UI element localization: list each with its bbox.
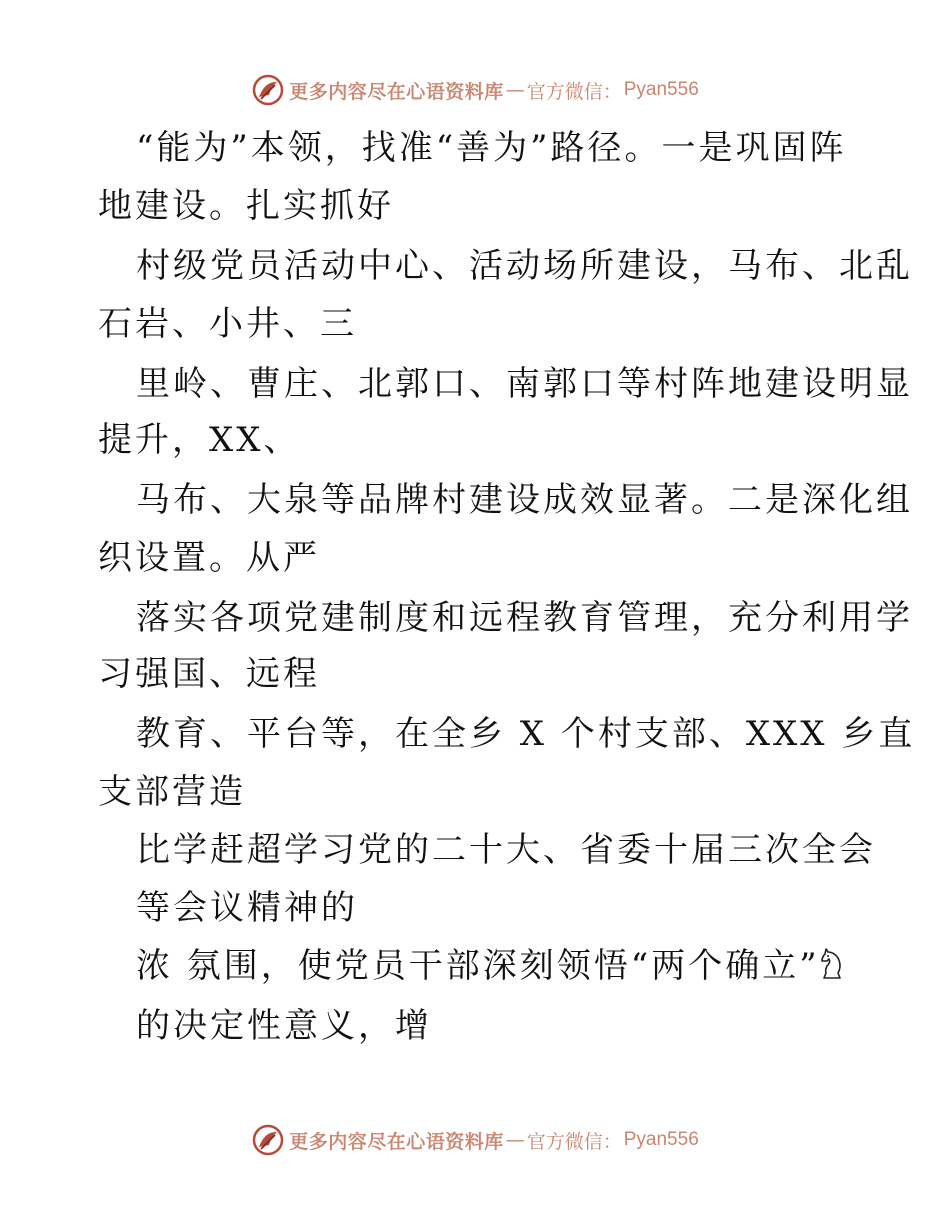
body-line: 浓 氛围，使党员干部深刻领悟“两个确立” bbox=[136, 946, 820, 986]
banner-separator: — bbox=[505, 79, 525, 101]
banner-separator: — bbox=[505, 1129, 525, 1151]
banner-text: 更多内容尽在心语资料库 bbox=[289, 1130, 504, 1153]
body-line: 比学赶超学习党的二十大、省委十届三次全会 bbox=[136, 830, 876, 870]
banner-wechat-id: Pyan556 bbox=[623, 1129, 699, 1150]
body-line: 习强国、远程 bbox=[98, 654, 320, 694]
banner-text: 更多内容尽在心语资料库 bbox=[289, 80, 504, 103]
body-line: 织设置。从严 bbox=[98, 538, 320, 578]
footer-banner bbox=[0, 1118, 950, 1162]
body-line: 教育、平台等，在全乡 X 个村支部、XXX 乡直 bbox=[136, 714, 916, 754]
body-line: “能为”本领，找准“善为”路径。一是巩固阵 bbox=[136, 128, 847, 168]
body-line: 的决定性意义，增 bbox=[136, 1006, 432, 1046]
banner-wechat-label: 官方微信： bbox=[526, 1130, 622, 1153]
body-line: 石岩、小井、三 bbox=[98, 304, 357, 344]
body-line: 马布、大泉等品牌村建设成效显著。二是深化组 bbox=[136, 480, 913, 520]
body-line: 地建设。扎实抓好 bbox=[98, 186, 394, 226]
logo-icon bbox=[251, 1123, 285, 1157]
knight-icon bbox=[818, 946, 846, 982]
body-line: 支部营造 bbox=[98, 772, 246, 812]
body-line: 落实各项党建制度和远程教育管理，充分利用学 bbox=[136, 598, 913, 638]
banner-wechat-label: 官方微信： bbox=[526, 80, 622, 103]
body-line: 提升，XX、 bbox=[98, 420, 301, 460]
body-line: 里岭、曹庄、北郭口、南郭口等村阵地建设明显 bbox=[136, 364, 913, 404]
body-line: 等会议精神的 bbox=[136, 888, 358, 928]
banner-wechat-id: Pyan556 bbox=[623, 79, 699, 100]
body-line: 村级党员活动中心、活动场所建设，马布、北乱 bbox=[136, 246, 913, 286]
